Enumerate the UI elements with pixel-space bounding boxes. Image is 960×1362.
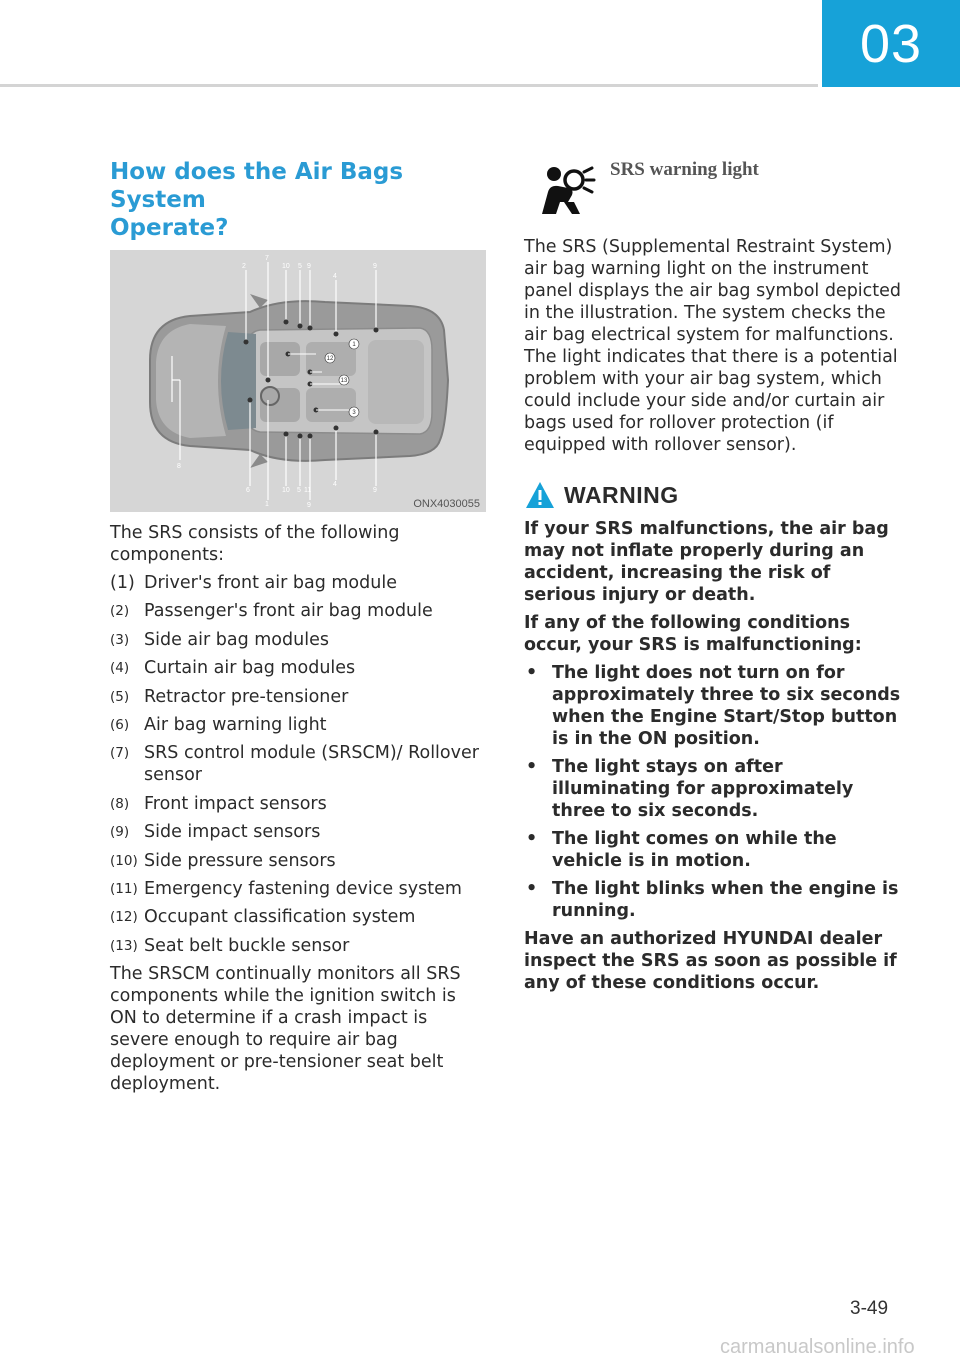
warning-light-header — [524, 158, 904, 226]
list-item — [110, 629, 488, 651]
callout-bottom-9: 9 — [307, 502, 311, 509]
callout-inner-3: 3 — [352, 410, 356, 416]
callout-top-5: 5 — [298, 263, 302, 270]
list-item — [110, 657, 488, 679]
callout-bottom-11: 11 — [304, 487, 312, 494]
airbag-system-figure — [110, 250, 486, 512]
item-label: Seat belt buckle sensor — [144, 935, 350, 956]
bullet-icon: • — [526, 663, 538, 683]
list-item — [524, 662, 904, 750]
callout-bottom-10: 10 — [282, 487, 290, 494]
list-item — [110, 742, 488, 786]
list-item — [524, 878, 904, 922]
airbag-warning-icon — [534, 158, 598, 222]
item-label: Front impact sensors — [144, 793, 327, 814]
warning-header — [524, 478, 904, 512]
callout-bottom-9b: 9 — [373, 487, 377, 494]
list-item — [110, 821, 488, 843]
list-item — [110, 572, 488, 594]
item-number: (5) — [110, 688, 130, 705]
callout-inner-13: 13 — [340, 378, 348, 384]
list-item — [524, 756, 904, 822]
car-top-view-illustration — [110, 250, 486, 512]
bullet-text: The light comes on while the vehicle is in motion. — [552, 829, 837, 871]
item-label: Air bag warning light — [144, 714, 327, 735]
item-number: (11) — [110, 880, 138, 897]
components-list — [110, 572, 488, 957]
item-number: (1) — [110, 573, 135, 593]
bullet-icon: • — [526, 829, 538, 849]
item-number: (6) — [110, 716, 130, 733]
list-item — [524, 828, 904, 872]
warning-triangle-icon — [524, 480, 556, 510]
chapter-number: 03 — [859, 13, 923, 74]
list-item — [110, 686, 488, 708]
warning-body — [524, 518, 904, 994]
bullet-icon: • — [526, 757, 538, 777]
item-label: Side air bag modules — [144, 629, 329, 650]
hood — [156, 324, 226, 438]
srscm-paragraph: The SRSCM continually monitors all SRS components while the ignition switch is ON to determine if a crash impact is severe enough to require air bag deployment or pre-tensioner seat belt deployment. — [110, 964, 461, 1095]
malfunction-conditions-list — [524, 662, 904, 922]
section-title-line1: How does the Air Bags System — [110, 159, 404, 213]
item-label: Passenger's front air bag module — [144, 601, 433, 622]
list-item — [110, 935, 488, 957]
srs-warning-paragraph: The SRS (Supplemental Restraint System) air bag warning light on the instrument panel displays the air bag symbol depicted in the illustration. The system checks the air bag electrical system for malfunctions. The light indicates that there is a potential problem with your air bag system, which could include your side and/or curtain air bags used for rollover protection (if equipped with rollover sensor). — [524, 237, 902, 455]
left-column — [110, 158, 488, 1095]
callout-top-9: 9 — [307, 263, 311, 270]
item-number: (4) — [110, 660, 130, 677]
item-label: Emergency fastening device system — [144, 878, 462, 899]
section-title — [110, 158, 488, 242]
callout-top-2: 2 — [242, 263, 246, 270]
item-label: SRS control module (SRSCM)/ Rollover sensor — [144, 743, 479, 786]
item-label: Retractor pre-tensioner — [144, 686, 349, 707]
item-number: (10) — [110, 852, 138, 869]
item-number: (13) — [110, 937, 138, 954]
item-label: Driver's front air bag module — [144, 573, 397, 593]
item-number: (3) — [110, 631, 130, 648]
bullet-text: The light blinks when the engine is running. — [552, 879, 899, 921]
figure-code: ONX4030055 — [413, 498, 480, 510]
item-number: (2) — [110, 603, 130, 620]
warning-label: WARNING — [564, 481, 679, 508]
watermark: carmanualsonline.info — [720, 1336, 915, 1358]
item-number: (12) — [110, 909, 138, 926]
item-number: (9) — [110, 824, 130, 841]
section-title-line2: Operate? — [110, 215, 229, 241]
bullet-text: The light stays on after illuminating for approximately three to six seconds. — [552, 757, 854, 821]
list-item — [110, 878, 488, 900]
item-number: (8) — [110, 795, 130, 812]
list-item — [110, 850, 488, 872]
warning-paragraph-3: Have an authorized HYUNDAI dealer inspect the SRS as soon as possible if any of these conditions occur. — [524, 929, 897, 993]
item-label: Curtain air bag modules — [144, 658, 356, 679]
components-intro: The SRS consists of the following components: — [110, 523, 400, 565]
list-item — [110, 906, 488, 928]
item-label: Side impact sensors — [144, 822, 321, 843]
warning-light-title: SRS warning light — [610, 159, 759, 180]
callout-inner-1: 1 — [352, 342, 356, 348]
callout-bottom-5: 5 — [297, 487, 301, 494]
warning-paragraph-1: If your SRS malfunctions, the air bag may not inflate properly during an accident, increasing the risk of serious injury or death. — [524, 519, 889, 605]
chapter-tab — [822, 0, 960, 87]
callout-top-4: 4 — [333, 273, 337, 280]
windshield — [221, 332, 256, 430]
page-number: 3-49 — [850, 1298, 889, 1319]
item-number: (7) — [110, 745, 130, 762]
item-label: Occupant classification system — [144, 907, 416, 928]
callout-top-7: 7 — [265, 255, 269, 262]
callout-side-8: 8 — [177, 463, 181, 470]
warning-paragraph-2: If any of the following conditions occur, your SRS is malfunctioning: — [524, 613, 862, 655]
list-item — [110, 714, 488, 736]
callout-bottom-4: 4 — [333, 481, 337, 488]
callout-bottom-1: 1 — [265, 501, 269, 508]
header-rule — [0, 84, 818, 87]
bullet-text: The light does not turn on for approximately three to six seconds when the Engine Start/Stop button is in the ON position. — [552, 663, 901, 749]
callout-inner-12: 12 — [326, 356, 334, 362]
callout-top-9b: 9 — [373, 263, 377, 270]
callout-top-10: 10 — [282, 263, 290, 270]
bullet-icon: • — [526, 879, 538, 899]
callout-bottom-6: 6 — [246, 487, 250, 494]
list-item — [110, 600, 488, 622]
list-item — [110, 793, 488, 815]
item-label: Side pressure sensors — [144, 850, 336, 871]
right-column — [524, 158, 904, 1000]
